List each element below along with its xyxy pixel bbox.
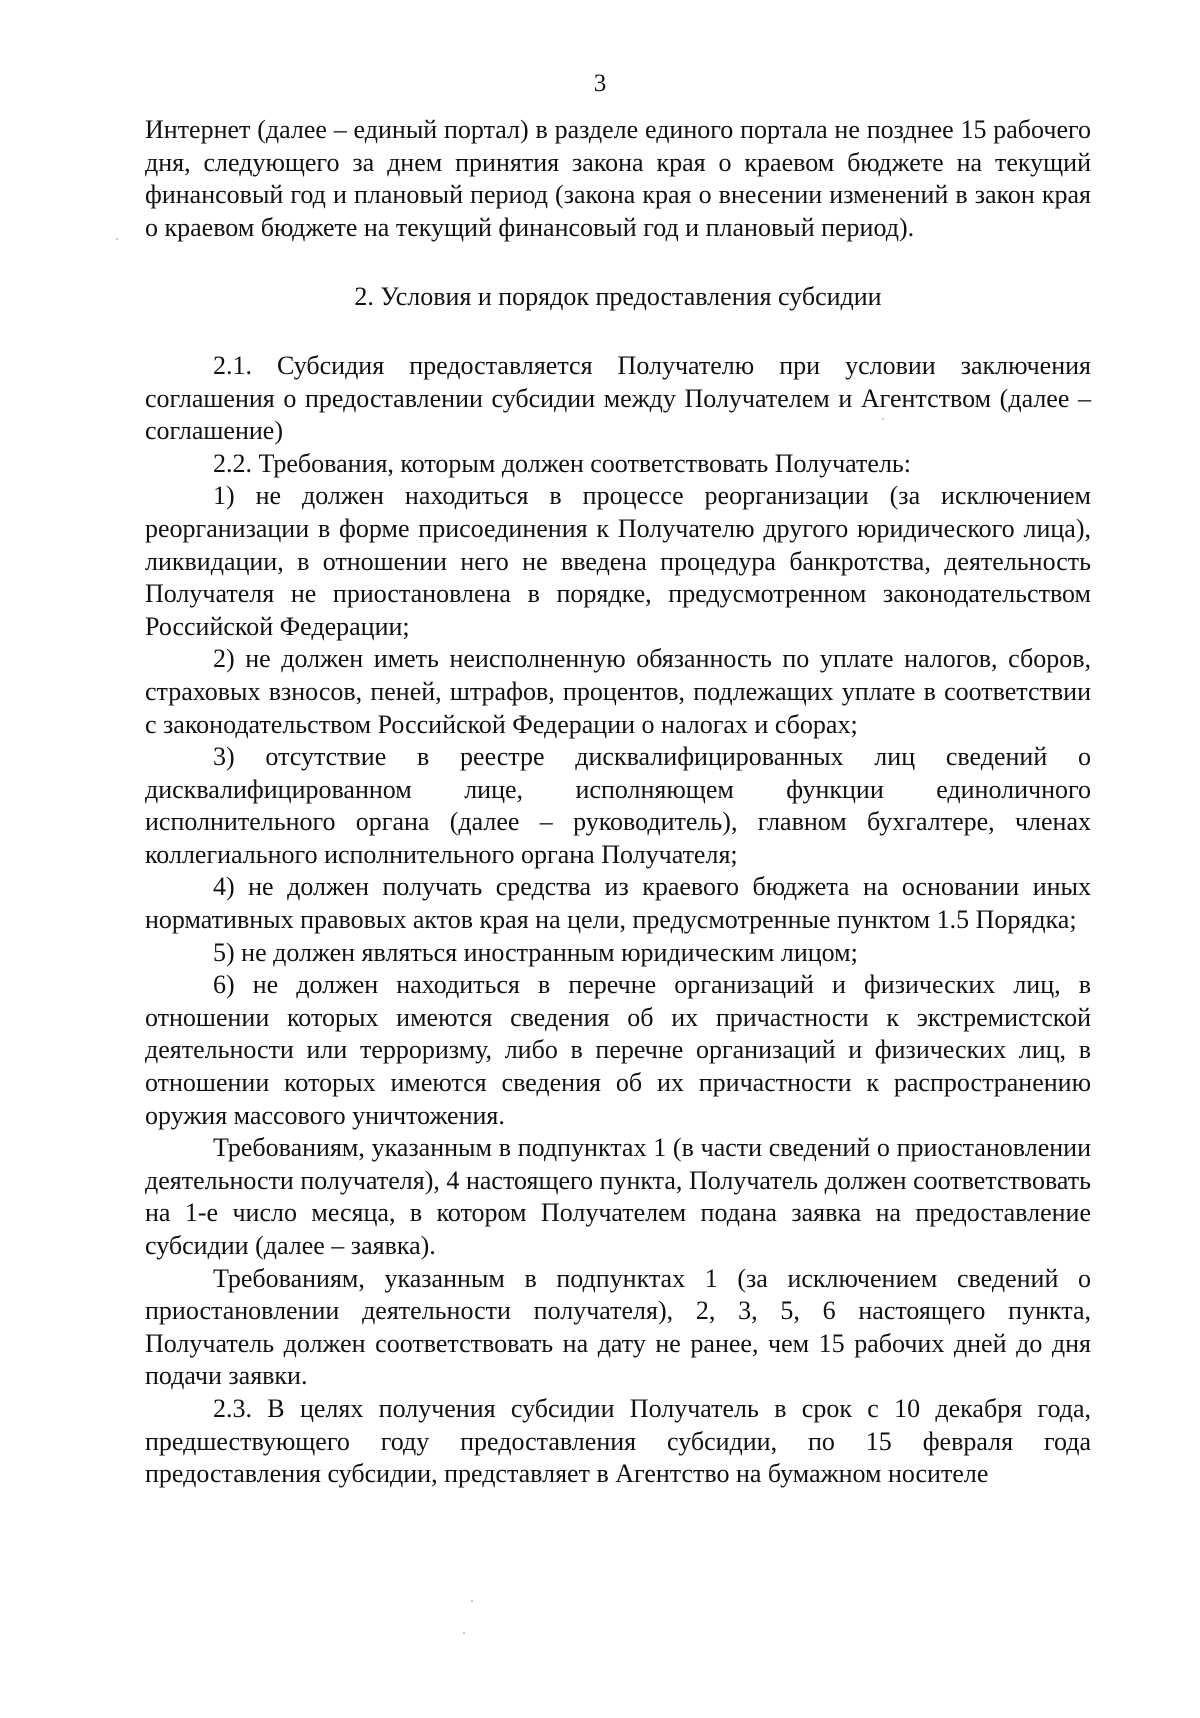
intro-paragraph: Интернет (далее – единый портал) в разделе единого портала не позднее 15 рабочего дня, следующего за днем принятия закона края о краевом бюджете на текущий финансовый год и плановый период (закона края о внесении изменений в закон края о краевом бюджете на текущий финансовый год и плановый период). <box>145 115 1091 242</box>
section-heading: 2. Условия и порядок предоставления субсидии <box>354 282 882 312</box>
page-number: 3 <box>593 70 607 97</box>
clause-2-3: 2.3. В целях получения субсидии Получатель в срок с 10 декабря года, предшествующего году предоставления субсидии, по 15 февраля года предоставления субсидии, представляет в Агентство на бумажном носителе <box>145 1393 1091 1489</box>
compliance-paragraph-1: Требованиям, указанным в подпунктах 1 (в части сведений о приостановлении деятельности получателя), 4 настоящего пункта, Получатель должен соответствовать на 1-е число месяца, в котором Получателем подана заявка на предоставление субсидии (далее – заявка). <box>145 1133 1091 1260</box>
scan-speck <box>882 418 884 420</box>
scan-speck <box>463 1632 465 1634</box>
requirement-6: 6) не должен находиться в перечне организаций и физических лиц, в отношении которых имеются сведения об их причастности к экстремистской деятельности или терроризму, либо в перечне организаций и физических лиц, в отношении которых имеются сведения об их причастности к распространению оружия массового уничтожения. <box>145 970 1091 1130</box>
scan-speck <box>471 1600 473 1602</box>
compliance-paragraph-2: Требованиям, указанным в подпунктах 1 (за исключением сведений о приостановлении деятельности получателя), 2, 3, 5, 6 настоящего пункта, Получатель должен соответствовать на дату не ранее, чем 15 рабочих дней до дня подачи заявки. <box>145 1263 1091 1391</box>
requirement-2: 2) не должен иметь неисполненную обязанность по уплате налогов, сборов, страховых взносов, пеней, штрафов, процентов, подлежащих уплате в соответствии с законодательством Российской Федерации о налогах и сборах; <box>145 644 1091 739</box>
document-body <box>145 114 1091 1491</box>
clause-2-1: 2.1. Субсидия предоставляется Получателю при условии заключения соглашения о предоставлении субсидии между Получателем и Агентством (далее – соглашение) <box>145 350 1091 446</box>
requirement-1: 1) не должен находиться в процессе реорганизации (за исключением реорганизации в форме присоединения к Получателю другого юридического лица), ликвидации, в отношении него не введена процедура банкротства, деятельность Получателя не приостановлена в порядке, предусмотренном законодательством Российской Федерации; <box>145 481 1091 641</box>
requirement-5: 5) не должен являться иностранным юридическим лицом; <box>213 937 858 967</box>
clause-2-2: 2.2. Требования, которым должен соответствовать Получатель: <box>213 448 912 478</box>
requirement-4: 4) не должен получать средства из краевого бюджета на основании иных нормативных правовых актов края на цели, предусмотренные пунктом 1.5 Порядка; <box>145 872 1091 935</box>
requirement-3: 3) отсутствие в реестре дисквалифицированных лиц сведений о дисквалифицированном лице, исполняющем функции единоличного исполнительного органа (далее – руководитель), главном бухгалтере, членах коллегиального исполнительного органа Получателя; <box>145 742 1091 869</box>
scan-speck <box>116 238 118 240</box>
